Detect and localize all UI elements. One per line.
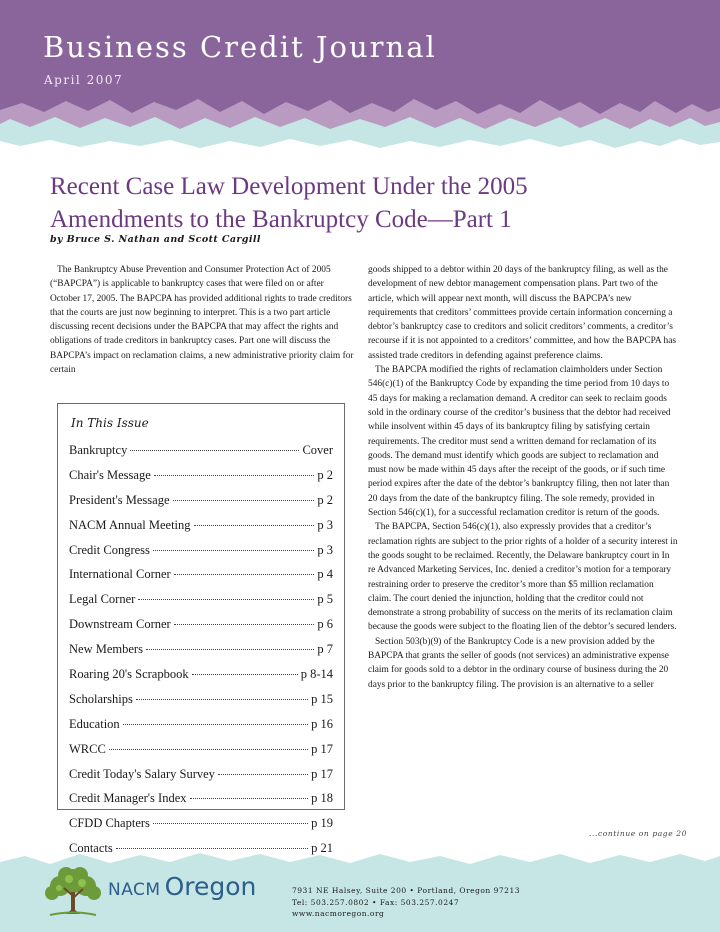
in-this-issue-box bbox=[57, 403, 345, 856]
right-paragraph: goods shipped to a debtor within 20 days of the bankruptcy filing, as well as the development of new debtor management compensation plans. Part two of the article, which will appear next month, will discuss the BAPCPA’s new requirements that creditors’ committees provide certain information concerning a debtor’s bankruptcy case to creditors and solicit creditors’ comments, a creditor’s recourse if it is not appointed to a creditors’ committee, and how the BAPCPA has assisted trade creditors in defending against preference claims. bbox=[368, 265, 677, 361]
issue-item[interactable] bbox=[69, 443, 333, 468]
footer-address bbox=[292, 885, 520, 920]
address-line: 7931 NE Halsey, Suite 200 • Portland, Oregon 97213 bbox=[292, 886, 520, 895]
issue-item-page: p 16 bbox=[311, 716, 333, 731]
dot-leader bbox=[173, 500, 315, 501]
issue-item-label: Legal Corner bbox=[69, 592, 136, 607]
issue-item-label: Roaring 20's Scrapbook bbox=[69, 667, 189, 682]
phone-fax-line: Tel: 503.257.0802 • Fax: 503.257.0247 bbox=[292, 897, 460, 907]
right-paragraph: Section 503(b)(9) of the Bankruptcy Code is a new provision added by the BAPCPA that grants the seller of goods (not services) an administrative expense claim for goods sold to a debtor in the ordinary course of business during the 20 days prior to the bankruptcy filing. The provision is an alternative to a seller bbox=[368, 636, 669, 690]
issue-item-page: p 2 bbox=[317, 467, 333, 482]
dot-leader bbox=[109, 749, 308, 750]
issue-item-page: p 8-14 bbox=[300, 667, 333, 682]
masthead-banner bbox=[0, 0, 720, 160]
issue-item-label: Education bbox=[69, 716, 120, 731]
issue-item[interactable] bbox=[69, 543, 333, 568]
continue-note: ...continue on page 20 bbox=[589, 829, 687, 838]
headline-line-2: Amendments to the Bankruptcy Code—Part 1 bbox=[50, 206, 512, 233]
dot-leader bbox=[174, 574, 315, 575]
issue-item-page: p 2 bbox=[317, 492, 333, 507]
issue-item-label: WRCC bbox=[69, 741, 106, 756]
issue-item-label: International Corner bbox=[69, 567, 171, 582]
dot-leader bbox=[136, 699, 308, 700]
issue-item[interactable] bbox=[69, 493, 333, 518]
issue-item[interactable] bbox=[69, 742, 333, 767]
issue-item-label: Credit Today's Salary Survey bbox=[69, 766, 215, 781]
in-this-issue-list bbox=[69, 443, 333, 866]
issue-item-page: p 19 bbox=[311, 816, 333, 831]
issue-item[interactable] bbox=[69, 717, 333, 742]
right-paragraph: The BAPCPA modified the rights of reclamation claimholders under Section 546(c)(1) of the Bankruptcy Code by expanding the time period from 10 days to 45 days for making a reclamation demand. A creditor can seek to reclaim goods sold in the ordinary course of the creditor’s business that the debtor had received while insolvent within 45 days of its bankruptcy filing by satisfying certain requirements. The creditor must send a written demand for reclamation of its goods. The demand must identify which goods are subject to reclamation and must now be made within 45 days after the receipt of the goods, or if such time period expires after the date of the debtor’s bankruptcy filing, then not later than 20 days from the date of the bankruptcy filing. The sole remedy, provided in Section 546(c)(1), for a successful reclamation creditor is return of the goods. bbox=[368, 365, 671, 519]
dot-leader bbox=[154, 475, 315, 476]
issue-item[interactable] bbox=[69, 692, 333, 717]
issue-item-label: Credit Congress bbox=[69, 542, 150, 557]
tree-logo-icon bbox=[42, 866, 104, 918]
issue-date: April 2007 bbox=[44, 73, 124, 87]
article-byline: by Bruce S. Nathan and Scott Cargill bbox=[50, 234, 261, 245]
article-headline bbox=[50, 170, 670, 236]
dot-leader bbox=[192, 674, 298, 675]
issue-item-page: p 6 bbox=[317, 617, 333, 632]
issue-item-label: Chair's Message bbox=[69, 467, 151, 482]
issue-item[interactable] bbox=[69, 642, 333, 667]
journal-title: Business Credit Journal bbox=[43, 30, 437, 64]
logo-oregon-text: Oregon bbox=[164, 872, 257, 901]
issue-item-page: p 3 bbox=[317, 542, 333, 557]
dot-leader bbox=[146, 649, 314, 650]
issue-item-label: CFDD Chapters bbox=[69, 816, 150, 831]
dot-leader bbox=[153, 550, 314, 551]
dot-leader bbox=[138, 599, 314, 600]
dot-leader bbox=[123, 724, 308, 725]
issue-item-label: Credit Manager's Index bbox=[69, 791, 187, 806]
issue-item[interactable] bbox=[69, 767, 333, 792]
website-link[interactable]: www.nacmoregon.org bbox=[292, 909, 385, 918]
issue-item-page: p 21 bbox=[311, 841, 333, 856]
issue-item[interactable] bbox=[69, 816, 333, 841]
in-this-issue-title: In This Issue bbox=[71, 416, 149, 430]
issue-item-page: p 17 bbox=[311, 766, 333, 781]
issue-item-page: p 4 bbox=[317, 567, 333, 582]
left-paragraph: The Bankruptcy Abuse Prevention and Consumer Protection Act of 2005 (“BAPCPA”) is applicable to bankruptcy cases that were filed on or after October 17, 2005. The BAPCPA has provided additional rights to trade creditors that the courts are just now beginning to interpret. This is a two part article discussing recent decisions under the BAPCPA that may affect the rights and obligations of trade creditors in bankruptcy cases. Part one will discuss the BAPCPA’s impact on reclamation claims, a new administrative priority claim for certain bbox=[50, 265, 354, 376]
issue-item-label: Downstream Corner bbox=[69, 617, 171, 632]
issue-item[interactable] bbox=[69, 667, 333, 692]
nacm-oregon-logo[interactable] bbox=[108, 872, 256, 901]
issue-item-page: p 18 bbox=[311, 791, 333, 806]
issue-item[interactable] bbox=[69, 791, 333, 816]
issue-item[interactable] bbox=[69, 592, 333, 617]
dot-leader bbox=[194, 525, 315, 526]
issue-item-page: Cover bbox=[302, 443, 333, 457]
issue-item-label: NACM Annual Meeting bbox=[69, 517, 191, 532]
issue-item-label: Scholarships bbox=[69, 691, 133, 706]
right-paragraph: The BAPCPA, Section 546(c)(1), also expressly provides that a creditor’s reclamation rights are subject to the prior rights of a holder of a security interest in the goods sought to be reclaimed. Recently, the Delaware bankruptcy court in In re Advanced Marketing Services, Inc. denied a creditor’s motion for a temporary restraining order to preserve the creditor’s more than $5 million reclamation claim. The court denied the injunction, holding that the creditor could not demonstrate a strong probability of success on the merits of its reclamation claim because the goods were subject to the floating lien of the debtor’s secured lenders. bbox=[368, 522, 678, 633]
issue-item-label: President's Message bbox=[69, 492, 170, 507]
dot-leader bbox=[190, 798, 309, 799]
dot-leader bbox=[174, 624, 315, 625]
issue-item[interactable] bbox=[69, 617, 333, 642]
article-right-column bbox=[368, 263, 678, 692]
dot-leader bbox=[218, 774, 308, 775]
issue-item[interactable] bbox=[69, 567, 333, 592]
headline-line-1: Recent Case Law Development Under the 2005 bbox=[50, 173, 528, 200]
logo-nacm-text: NACM bbox=[108, 880, 161, 900]
article-left-column bbox=[50, 263, 354, 377]
issue-item-label: Contacts bbox=[69, 841, 113, 856]
issue-item[interactable] bbox=[69, 518, 333, 543]
issue-item-label: Bankruptcy bbox=[69, 443, 128, 457]
issue-item-page: p 15 bbox=[311, 691, 333, 706]
issue-item-page: p 17 bbox=[311, 741, 333, 756]
issue-item-page: p 7 bbox=[317, 642, 333, 657]
issue-item-page: p 5 bbox=[317, 592, 333, 607]
dot-leader bbox=[153, 823, 308, 824]
issue-item-label: New Members bbox=[69, 642, 143, 657]
issue-item-page: p 3 bbox=[317, 517, 333, 532]
dot-leader bbox=[130, 450, 299, 451]
issue-item[interactable] bbox=[69, 468, 333, 493]
